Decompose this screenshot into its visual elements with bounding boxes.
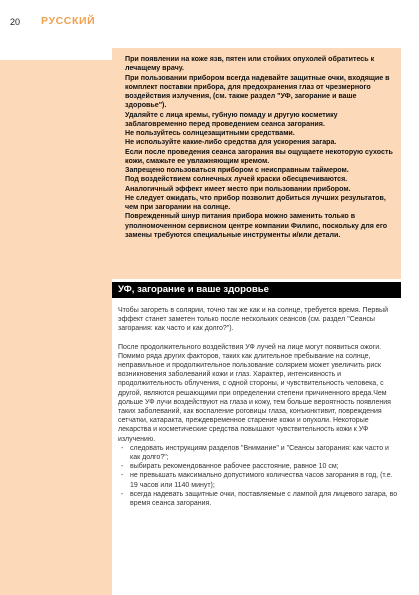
warning-item: Поврежденный шнур питания прибора можно заменить только в уполномоченном сервисном центре компании Филипс, поскольку для его замены требуются специальные инструменты и/или детали. [125,212,388,239]
left-color-band [0,60,112,595]
language-heading: РУССКИЙ [41,15,96,27]
section-title: УФ, загорание и ваше здоровье [118,284,269,295]
warning-item: При пользовании прибором всегда надевайте защитные очки, входящие в комплект поставки прибора, для предохранения глаз от чрезмерного воздействия излучения, (см. также раздел "УФ, загорание и ваше здоровье"). [125,73,390,110]
body-paragraph: После продолжительного воздействия УФ лучей на лице могут появиться ожоги. Помимо ряда других факторов, таких как длительное пребывание на солнце, неправильное и продолжительное пользование солярием может увеличить риск возникновения заболеваний кожи и глаз. Характер, интенсивность и продолжительность облучения, с одной стороны, и чувствительность человека, с другой, являются решающими при определении степени причиненного вреда.Чем дольше УФ лучи воздействуют на глаза и кожу, тем больше вероятность появления таких заболеваний, как воспаление роговицы глаза, конъюнктивит, повреждения сетчатки, катаракта, преждевременное старение кожи и опухоли. Некоторые лекарства и косметические средства повышают чувствительность кожи к УФ излучению. [118,343,391,443]
warning-item: Удаляйте с лица кремы, губную помаду и другую косметику заблаговременно перед проведением сеанса загорания. [125,110,338,128]
body-paragraph: Чтобы загореть в солярии, точно так же как и на солнце, требуется время. Первый эффект станет заметен только после нескольких сеансов (см. раздел "Сеансы загорания: как часто и как долго?"). [118,307,388,333]
list-item: - всегда надевать защитные очки, поставляемые с лампой для лицевого загара, во время сеанса загорания. [118,490,401,508]
warning-item: Не пользуйтесь солнцезащитными средствами. [125,129,295,137]
warning-item: Если после проведения сеанса загорания вы ощущаете некоторую сухость кожи, смажьте ее увлажняющим кремом. [125,147,393,165]
page-number: 20 [10,17,21,27]
list-item: - следовать инструкциям разделов "Внимание" и "Сеансы загорания: как часто и как долго?"; [118,444,401,462]
section-body [118,306,401,508]
section-header [112,282,401,298]
warning-item: Под воздействием солнечных лучей краски обесцвечиваются. Аналогичный эффект имеет место при пользовании прибором. [125,175,351,193]
list-item: - не превышать максимально допустимого количества часов загорания в год, (т.е. 19 часов или 1140 минут); [118,471,401,489]
list-item: - выбирать рекомендованное рабочее расстояние, равное 10 см; [118,462,401,471]
warning-item: Запрещено пользоваться прибором с неисправным таймером. [125,166,349,174]
recommendation-list [118,444,401,508]
warning-item: При появлении на коже язв, пятен или стойких опухолей обратитесь к лечащему врачу. [125,55,375,73]
warning-item: Не используйте какие-либо средства для ускорения загара. [125,138,337,147]
warning-list [125,55,395,240]
warning-item: Не следует ожидать, что прибор позволит добиться лучших результатов, чем при загорании на солнце. [125,193,386,211]
